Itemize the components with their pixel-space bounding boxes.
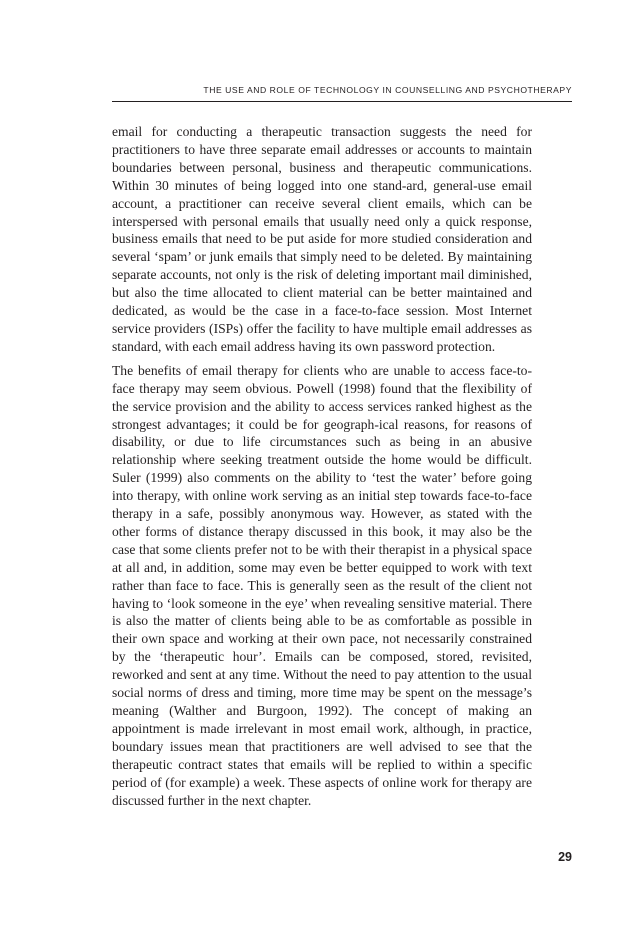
paragraph: email for conducting a therapeutic transaction suggests the need for practitioners to have three separate email addresses or accounts to maintain boundaries between personal, business and therapeutic communications. Within 30 minutes of being logged into one stand-ard, general-use email account, a practitioner can receive several client emails, which can be interspersed with personal emails that usually need only a quick response, business emails that need to be put aside for more studied consideration and several ‘spam’ or junk emails that simply need to be deleted. By maintaining separate accounts, not only is the risk of deleting important mail diminished, but also the time allocated to client material can be better maintained and dedicated, as would be the case in a face-to-face session. Most Internet service providers (ISPs) offer the facility to have multiple email addresses as standard, with each email address having its own password protection.	[112, 124, 532, 354]
body-text	[112, 123, 532, 815]
paragraph: The benefits of email therapy for clients who are unable to access face-to-face therapy may seem obvious. Powell (1998) found that the flexibility of the service provision and the ability to access services ranked highest as the strongest advantages; it could be for geograph-ical reasons, for reasons of disability, or due to life circumstances such as being in an abusive relationship where seeking treatment outside the home would be difficult. Suler (1999) also comments on the ability to ‘test the water’ before going into therapy, with online work serving as an initial step towards face-to-face therapy in a safe, possibly anonymous way. However, as stated with the other forms of distance therapy discussed in this book, it may also be the case that some clients prefer not to be with their therapist in a physical space at all and, in addition, some may even be better equipped to work with text rather than face to face. This is generally seen as the result of the client not having to ‘look someone in the eye’ when revealing sensitive material. There is also the matter of clients being able to be as comfortable as possible in their own space and working at their own pace, not necessarily constrained by the ‘therapeutic hour’. Emails can be composed, stored, revisited, reworked and sent at any time. Without the need to pay attention to the usual social norms of dress and timing, more time may be spent on the message’s meaning (Walther and Burgoon, 1992). The concept of making an appointment is made irrelevant in most email work, although, in practice, boundary issues mean that practitioners are well advised to see that the therapeutic contract states that emails will be replied to within a specific period of (for example) a week. These aspects of online work for therapy are discussed further in the next chapter.	[112, 362, 532, 808]
running-head: THE USE AND ROLE OF TECHNOLOGY IN COUNSELLING AND PSYCHOTHERAPY	[112, 85, 572, 102]
page-number: 29	[558, 850, 572, 864]
